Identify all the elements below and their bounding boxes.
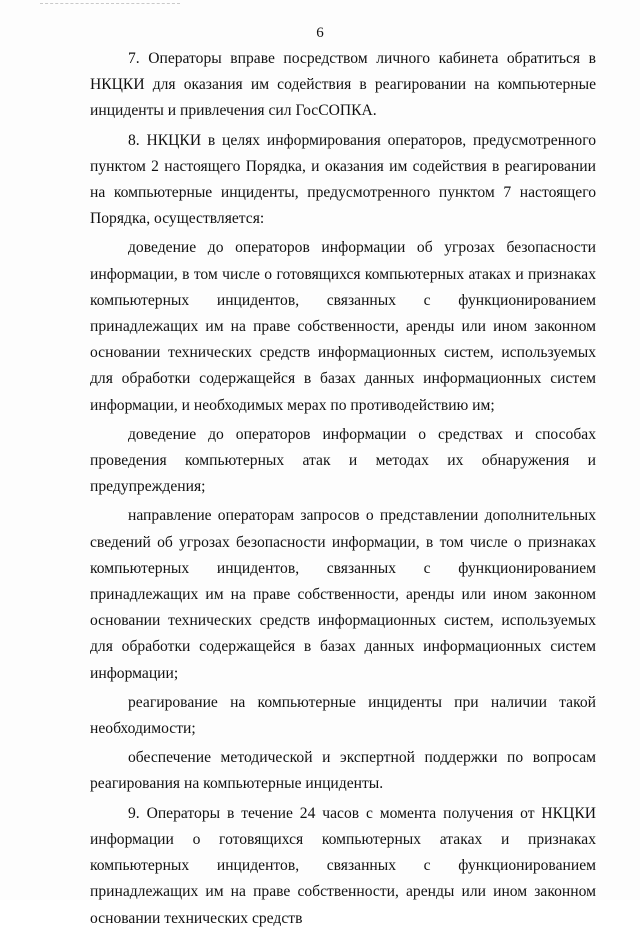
scan-edge-line — [40, 3, 180, 4]
document-body — [90, 46, 596, 935]
paragraph-threat-info: доведение до операторов информации об угрозах безопасности информации, в том числе о готовящихся компьютерных атаках и признаках компьютерных инцидентов, связанных с функционированием принадлежащих им на праве собственности, аренды или ином законном основании технических средств информационных систем, используемых для обработки содержащейся в базах данных информационных систем информации, и необходимых мерах по противодействию им; — [90, 239, 596, 414]
paragraph-requests: направление операторам запросов о представлении дополнительных сведений об угрозах безопасности информации, в том числе о признаках компьютерных инцидентов, связанных с функционированием принадлежащих им на праве собственности, аренды или ином законном основании технических средств информационных систем, используемых для обработки содержащейся в базах данных информационных систем информации; — [90, 507, 596, 682]
paragraph-item-7: 7. Операторы вправе посредством личного кабинета обратиться в НКЦКИ для оказания им содействия в реагировании на компьютерные инциденты и привлечения сил ГосСОПКА. — [90, 50, 596, 120]
paragraph-incident-response: реагирование на компьютерные инциденты при наличии такой необходимости; — [90, 693, 596, 738]
paragraph-attack-methods: доведение до операторов информации о средствах и способах проведения компьютерных атак и методах их обнаружения и предупреждения; — [90, 425, 596, 496]
page-number: 6 — [316, 25, 324, 41]
paragraph-item-8: 8. НКЦКИ в целях информирования операторов, предусмотренного пунктом 2 настоящего Порядка, и оказания им содействия в реагировании на компьютерные инциденты, предусмотренного пунктом 7 настоящего Порядка, осуществляется: — [90, 131, 596, 228]
paragraph-item-9: 9. Операторы в течение 24 часов с момента получения от НКЦКИ информации о готовящихся компьютерных атаках и признаках компьютерных инцидентов, связанных с функционированием принадлежащих им на праве собственности, аренды или ином законном основании технических средств — [90, 804, 596, 927]
paragraph-methodical-support: обеспечение методической и экспертной поддержки по вопросам реагирования на компьютерные инциденты. — [90, 749, 596, 793]
